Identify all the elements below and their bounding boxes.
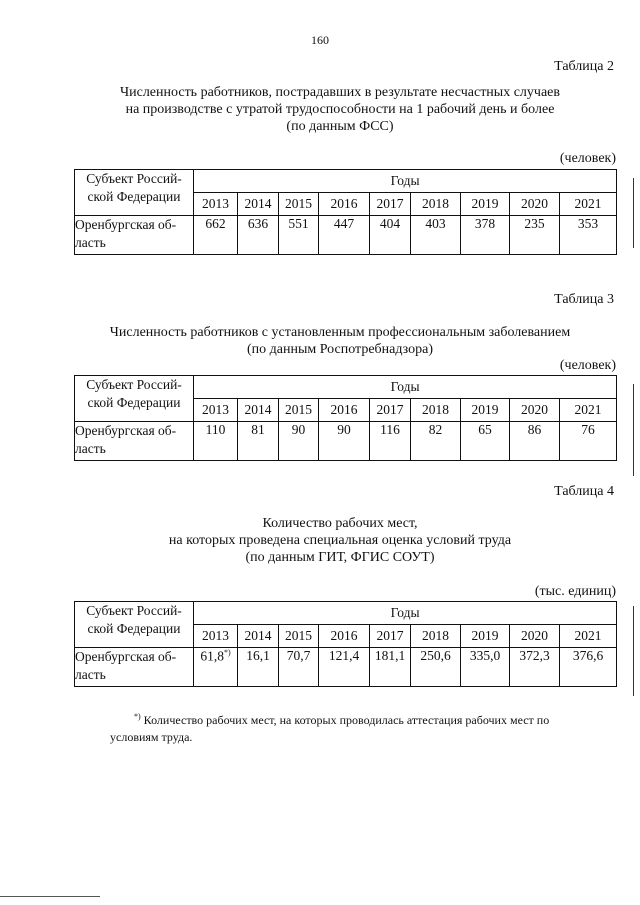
year-header: 2017 — [370, 399, 411, 422]
year-header: 2020 — [510, 625, 560, 648]
year-header: 2015 — [279, 625, 319, 648]
years-header: Годы — [194, 602, 617, 625]
year-header: 2018 — [411, 399, 461, 422]
value-cell: 121,4 — [319, 648, 370, 687]
year-header: 2020 — [510, 193, 560, 216]
year-header: 2021 — [560, 625, 617, 648]
page-number: 160 — [311, 33, 329, 47]
year-header: 2021 — [560, 399, 617, 422]
value-cell: 404 — [370, 216, 411, 255]
value-cell: 376,6 — [560, 648, 617, 687]
year-header: 2014 — [238, 625, 279, 648]
year-header: 2020 — [510, 399, 560, 422]
value-cell: 636 — [238, 216, 279, 255]
title-line: Численность работников, пострадавших в результате несчастных случаев — [120, 85, 560, 100]
value-cell: 82 — [411, 422, 461, 461]
year-header: 2017 — [370, 625, 411, 648]
table-2-label: Таблица 2 — [554, 59, 614, 74]
year-header: 2013 — [194, 625, 238, 648]
scan-edge-line — [633, 384, 634, 476]
table-row — [75, 216, 617, 255]
year-header: 2016 — [319, 193, 370, 216]
footnote-text: Количество рабочих мест, на которых проводилась аттестация рабочих мест по условиям труда. — [110, 713, 550, 744]
region-cell: Оренбургская об-ласть — [75, 216, 194, 255]
title-line: на которых проведена специальная оценка условий труда — [168, 533, 512, 548]
year-header: 2018 — [411, 193, 461, 216]
table-3 — [74, 375, 617, 461]
year-header: 2015 — [279, 193, 319, 216]
scan-edge-line — [633, 178, 634, 248]
year-header: 2016 — [319, 625, 370, 648]
table-row — [75, 648, 617, 687]
table-2-title — [60, 84, 620, 135]
value-cell: 235 — [510, 216, 560, 255]
value-cell: 662 — [194, 216, 238, 255]
year-header: 2013 — [194, 193, 238, 216]
title-line: Количество рабочих мест, — [262, 516, 418, 531]
year-header: 2013 — [194, 399, 238, 422]
year-header: 2016 — [319, 399, 370, 422]
value-cell: 181,1 — [370, 648, 411, 687]
footnote — [110, 708, 600, 746]
value-cell: 372,3 — [510, 648, 560, 687]
table-3-label: Таблица 3 — [554, 292, 614, 307]
value-cell: 353 — [560, 216, 617, 255]
value-cell: 378 — [461, 216, 510, 255]
value-cell: 116 — [370, 422, 411, 461]
year-header: 2019 — [461, 625, 510, 648]
value-cell: 86 — [510, 422, 560, 461]
year-header: 2018 — [411, 625, 461, 648]
value-cell: 76 — [560, 422, 617, 461]
value-cell: 335,0 — [461, 648, 510, 687]
value-text: 61,8 — [200, 648, 224, 664]
year-header: 2019 — [461, 193, 510, 216]
footnote-mark: *) — [134, 712, 141, 721]
years-header: Годы — [194, 376, 617, 399]
title-line: на производстве с утратой трудоспособности на 1 рабочий день и более — [125, 102, 555, 117]
scan-edge-line — [633, 606, 634, 696]
title-line: (по данным Роспотребнадзора) — [247, 342, 433, 357]
year-header: 2015 — [279, 399, 319, 422]
value-cell — [194, 648, 238, 687]
table-row — [75, 422, 617, 461]
subject-header: Субъект Россий-ской Федерации — [75, 602, 194, 648]
value-cell: 81 — [238, 422, 279, 461]
scan-bottom-line — [0, 896, 100, 897]
footnote-mark: *) — [223, 648, 231, 657]
table-4-unit: (тыс. единиц) — [534, 584, 616, 599]
value-cell: 250,6 — [411, 648, 461, 687]
year-header: 2021 — [560, 193, 617, 216]
region-cell: Оренбургская об-ласть — [75, 648, 194, 687]
year-header: 2017 — [370, 193, 411, 216]
title-line: (по данным ГИТ, ФГИС СОУТ) — [245, 550, 435, 565]
year-header: 2014 — [238, 193, 279, 216]
title-line: Численность работников с установленным профессиональным заболеванием — [109, 325, 571, 340]
table-4-title — [60, 515, 620, 566]
table-4 — [74, 601, 617, 687]
subject-header: Субъект Россий-ской Федерации — [75, 170, 194, 216]
subject-header: Субъект Россий-ской Федерации — [75, 376, 194, 422]
value-cell: 16,1 — [238, 648, 279, 687]
value-cell: 551 — [279, 216, 319, 255]
value-cell: 70,7 — [279, 648, 319, 687]
year-header: 2019 — [461, 399, 510, 422]
table-2-unit: (человек) — [559, 151, 616, 166]
value-cell: 110 — [194, 422, 238, 461]
table-3-unit: (человек) — [559, 358, 616, 373]
table-2 — [74, 169, 617, 255]
value-cell: 447 — [319, 216, 370, 255]
table-4-label: Таблица 4 — [554, 484, 614, 499]
region-cell: Оренбургская об-ласть — [75, 422, 194, 461]
value-cell: 403 — [411, 216, 461, 255]
title-line: (по данным ФСС) — [286, 119, 394, 134]
value-cell: 90 — [279, 422, 319, 461]
table-3-title — [60, 324, 620, 358]
year-header: 2014 — [238, 399, 279, 422]
years-header: Годы — [194, 170, 617, 193]
value-cell: 90 — [319, 422, 370, 461]
value-cell: 65 — [461, 422, 510, 461]
